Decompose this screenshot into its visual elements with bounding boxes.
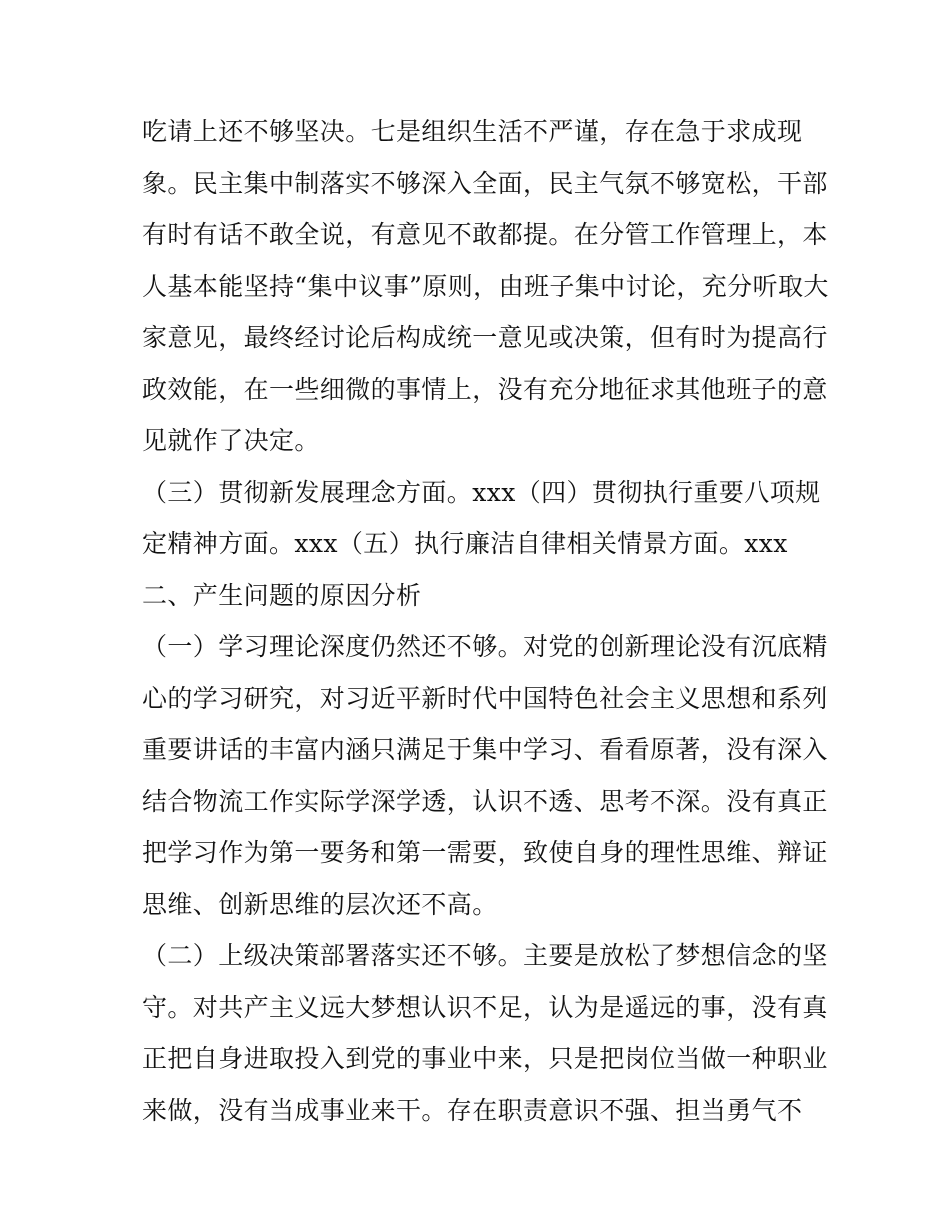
- text-line: 人基本能坚持“集中议事”原则，由班子集中讨论，充分听取大: [142, 271, 829, 301]
- text-line: （一）学习理论深度仍然还不够。对党的创新理论没有沉底精: [142, 632, 828, 661]
- text-line: 政效能，在一些细微的事情上，没有充分地征求其他班子的意: [142, 374, 828, 404]
- document-body: [142, 106, 829, 1136]
- text-line: 来做，没有当成事业来干。存在职责意识不强、担当勇气不: [142, 1095, 803, 1125]
- text-line: （三）贯彻新发展理念方面。xxx（四）贯彻执行重要八项规: [142, 477, 821, 507]
- text-line: 正把自身进取投入到党的事业中来，只是把岗位当做一种职业: [142, 1044, 828, 1073]
- text-line: 结合物流工作实际学深学透，认识不透、思考不深。没有真正: [142, 786, 828, 816]
- text-line: 思维、创新思维的层次还不高。: [142, 889, 498, 919]
- text-line: 心的学习研究，对习近平新时代中国特色社会主义思想和系列: [142, 683, 828, 713]
- section-heading: 二、产生问题的原因分析: [142, 580, 422, 610]
- text-line: 象。民主集中制落实不够深入全面，民主气氛不够宽松，干部: [142, 168, 828, 198]
- text-line: 定精神方面。xxx（五）执行廉洁自律相关情景方面。xxx: [142, 529, 788, 558]
- text-line: （二）上级决策部署落实还不够。主要是放松了梦想信念的坚: [142, 941, 828, 970]
- text-line: 重要讲话的丰富内涵只满足于集中学习、看看原著，没有深入: [142, 735, 828, 764]
- text-line: 守。对共产主义远大梦想认识不足，认为是遥远的事，没有真: [142, 992, 828, 1022]
- text-line: 见就作了决定。: [142, 426, 320, 455]
- text-line: 吃请上还不够坚决。七是组织生活不严谨，存在急于求成现: [142, 117, 803, 146]
- text-line: 家意见，最终经讨论后构成统一意见或决策，但有时为提高行: [142, 323, 828, 352]
- text-line: 把学习作为第一要务和第一需要，致使自身的理性思维、辩证: [142, 838, 828, 867]
- text-line: 有时有话不敢全说，有意见不敢都提。在分管工作管理上，本: [142, 220, 828, 249]
